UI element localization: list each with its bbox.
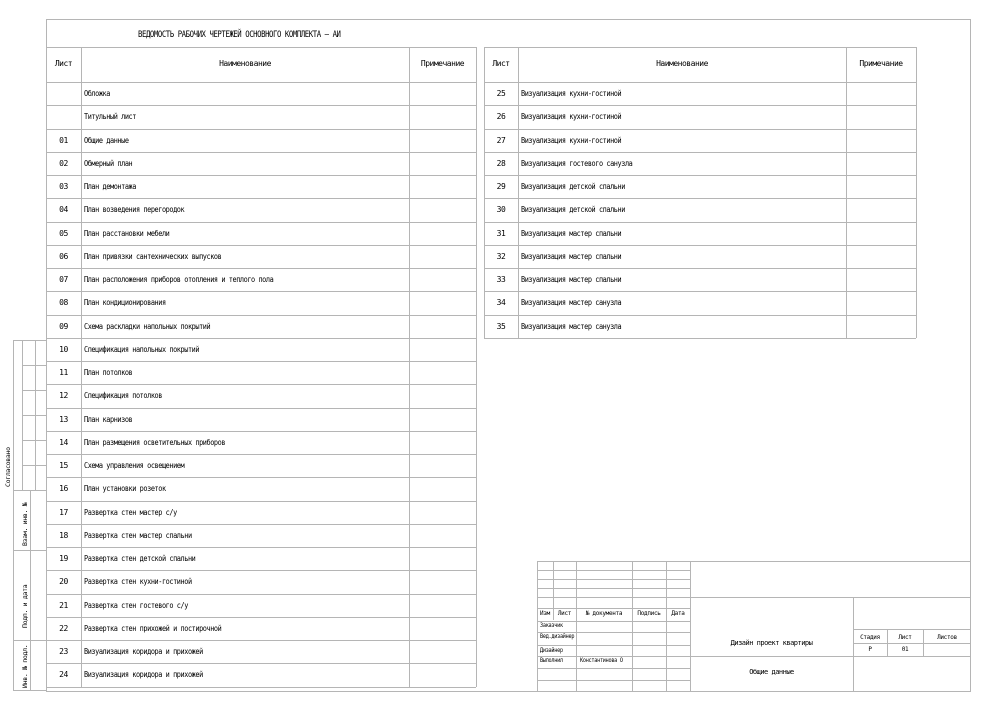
row-sheet-number: 12 bbox=[59, 391, 68, 401]
row-sheet-number: 26 bbox=[496, 112, 506, 122]
table-row-line bbox=[484, 315, 916, 316]
row-sheet-number: 23 bbox=[59, 647, 68, 656]
row-sheet-name: Визуализация мастер спальни bbox=[521, 251, 622, 261]
row-sheet-name: Визуализация мастер спальни bbox=[521, 228, 622, 238]
row-sheet-number: 31 bbox=[496, 228, 506, 238]
header-note: Примечание bbox=[420, 59, 465, 68]
row-sheet-name: План размещения осветительных приборов bbox=[84, 437, 226, 447]
tb-sheet-value: 01 bbox=[901, 646, 909, 653]
header-name: Наименование bbox=[219, 59, 271, 68]
table-row-line bbox=[46, 268, 476, 269]
row-sheet-name: Визуализация мастер санузла bbox=[521, 298, 622, 308]
row-sheet-name: План возведения перегородок bbox=[84, 205, 185, 215]
row-sheet-number: 19 bbox=[59, 554, 68, 563]
row-sheet-number: 27 bbox=[496, 135, 506, 145]
header-sheet: Лист bbox=[54, 59, 73, 68]
table-row-line bbox=[46, 315, 476, 316]
table-row-line bbox=[46, 338, 476, 339]
table-column-line bbox=[409, 47, 410, 687]
row-sheet-number: 02 bbox=[59, 158, 68, 168]
table-border-top bbox=[484, 47, 916, 48]
table-header-line bbox=[484, 82, 916, 83]
row-sheet-name: Визуализация мастер спальни bbox=[521, 275, 622, 284]
row-sheet-name: План демонтажа bbox=[84, 182, 136, 191]
row-sheet-number: 25 bbox=[496, 89, 506, 98]
row-sheet-name: Визуализация детской спальни bbox=[521, 182, 625, 191]
row-sheet-name: План кондиционирования bbox=[84, 298, 166, 308]
tb-performer-name: Константинова О bbox=[580, 657, 623, 664]
row-sheet-name: Развертка стен мастер с/у bbox=[84, 507, 177, 517]
row-sheet-number: 17 bbox=[59, 507, 68, 517]
row-sheet-name: Обложка bbox=[84, 89, 110, 98]
table-row-line bbox=[46, 477, 476, 478]
side-stamp-agreed: Согласовано bbox=[4, 447, 12, 487]
row-sheet-number: 04 bbox=[59, 205, 68, 215]
table-row-line bbox=[484, 129, 916, 130]
row-sheet-number: 32 bbox=[496, 251, 506, 261]
tb-header-doc-no: № документа bbox=[585, 610, 623, 617]
table-row-line bbox=[46, 687, 476, 688]
table-row-line bbox=[484, 268, 916, 269]
row-sheet-name: План потолков bbox=[84, 368, 133, 377]
header-sheet: Лист bbox=[492, 59, 510, 68]
table-column-line bbox=[81, 47, 82, 687]
row-sheet-number: 07 bbox=[59, 275, 68, 284]
table-row-line bbox=[46, 524, 476, 525]
table-row-line bbox=[46, 198, 476, 199]
tb-role-lead-designer: Вед.дизайнер bbox=[540, 633, 575, 640]
table-row-line bbox=[484, 198, 916, 199]
table-row-line bbox=[484, 291, 916, 292]
row-sheet-number: 33 bbox=[496, 275, 506, 284]
row-sheet-number: 13 bbox=[59, 414, 68, 424]
row-sheet-number: 06 bbox=[59, 251, 68, 261]
table-row-line bbox=[46, 384, 476, 385]
tb-sheet-title: Общие данные bbox=[749, 668, 794, 676]
row-sheet-number: 15 bbox=[59, 461, 68, 470]
header-name: Наименование bbox=[656, 59, 708, 68]
table-row-line bbox=[484, 245, 916, 246]
table-row-line bbox=[46, 361, 476, 362]
row-sheet-name: Обмерный план bbox=[84, 158, 133, 168]
row-sheet-name: Спецификация напольных покрытий bbox=[84, 344, 200, 354]
tb-stage-value: Р bbox=[868, 646, 872, 653]
row-sheet-number: 09 bbox=[59, 321, 68, 331]
table-row-line bbox=[484, 175, 916, 176]
tb-header-date: Дата bbox=[671, 610, 685, 617]
table-column-line bbox=[518, 47, 519, 338]
row-sheet-name: План установки розеток bbox=[84, 484, 166, 494]
row-sheet-name: Визуализация кухни-гостиной bbox=[521, 89, 622, 98]
row-sheet-number: 24 bbox=[59, 670, 68, 680]
row-sheet-number: 14 bbox=[59, 437, 68, 447]
table-row-line bbox=[46, 129, 476, 130]
row-sheet-number: 11 bbox=[59, 368, 68, 377]
tb-project-name: Дизайн проект квартиры bbox=[730, 639, 813, 647]
table-column-line bbox=[916, 47, 917, 338]
row-sheet-number: 08 bbox=[59, 298, 68, 308]
table-row-line bbox=[46, 663, 476, 664]
row-sheet-number: 28 bbox=[496, 158, 506, 168]
tb-role-designer: Дизайнер bbox=[540, 647, 563, 654]
table-column-line bbox=[476, 47, 477, 687]
header-note: Примечание bbox=[859, 59, 903, 68]
row-sheet-number: 16 bbox=[59, 484, 68, 494]
tb-sheets-label: Листов bbox=[937, 634, 957, 641]
row-sheet-name: План карнизов bbox=[84, 414, 133, 424]
table-row-line bbox=[46, 408, 476, 409]
row-sheet-number: 03 bbox=[59, 182, 68, 191]
row-sheet-name: Развертка стен кухни-гостиной bbox=[84, 577, 192, 587]
row-sheet-number: 30 bbox=[496, 205, 506, 215]
row-sheet-name: Схема управления освещением bbox=[84, 461, 185, 470]
row-sheet-name: Развертка стен гостевого с/у bbox=[84, 600, 188, 610]
row-sheet-name: План привязки сантехнических выпусков bbox=[84, 251, 222, 261]
tb-header-change: Изм bbox=[540, 610, 550, 617]
row-sheet-number: 22 bbox=[59, 623, 68, 633]
row-sheet-name: Развертка стен детской спальни bbox=[84, 554, 196, 563]
row-sheet-name: Схема раскладки напольных покрытий bbox=[84, 321, 211, 331]
table-row-line bbox=[46, 245, 476, 246]
row-sheet-name: Визуализация коридора и прихожей bbox=[84, 670, 203, 680]
table-row-line bbox=[46, 431, 476, 432]
tb-role-performer: Выполнил bbox=[540, 657, 563, 664]
side-stamp-inv-orig: Инв. № подл. bbox=[21, 644, 29, 688]
row-sheet-number: 10 bbox=[59, 344, 68, 354]
document-title: ВЕДОМОСТЬ РАБОЧИХ ЧЕРТЕЖЕЙ ОСНОВНОГО КОМПЛЕКТА – АИ bbox=[138, 30, 341, 40]
table-row-line bbox=[46, 291, 476, 292]
table-row-line bbox=[484, 338, 916, 339]
table-row-line bbox=[46, 570, 476, 571]
table-row-line bbox=[46, 594, 476, 595]
tb-sheet-label: Лист bbox=[898, 634, 912, 641]
row-sheet-number: 18 bbox=[59, 530, 68, 540]
row-sheet-name: Спецификация потолков bbox=[84, 391, 162, 401]
table-row-line bbox=[46, 105, 476, 106]
row-sheet-name: Визуализация коридора и прихожей bbox=[84, 647, 203, 656]
row-sheet-number: 01 bbox=[59, 135, 68, 145]
table-border-top bbox=[46, 47, 476, 48]
tb-header-sheet: Лист bbox=[557, 610, 572, 617]
row-sheet-number: 20 bbox=[59, 577, 68, 587]
table-row-line bbox=[46, 175, 476, 176]
row-sheet-name: Визуализация детской спальни bbox=[521, 205, 625, 215]
row-sheet-name: Визуализация мастер санузла bbox=[521, 321, 622, 331]
row-sheet-name: Визуализация кухни-гостиной bbox=[521, 135, 622, 145]
table-row-line bbox=[46, 222, 476, 223]
side-stamp-sign-date: Подп. и дата bbox=[21, 584, 29, 628]
row-sheet-name: План расположения приборов отопления и теплого пола bbox=[84, 275, 274, 284]
row-sheet-name: Визуализация кухни-гостиной bbox=[521, 112, 622, 122]
row-sheet-name: Развертка стен мастер спальни bbox=[84, 530, 192, 540]
table-row-line bbox=[46, 454, 476, 455]
tb-role-customer: Заказчик bbox=[540, 622, 563, 629]
table-column-line bbox=[846, 47, 847, 338]
tb-header-signature: Подпись bbox=[637, 610, 661, 617]
table-row-line bbox=[46, 640, 476, 641]
row-sheet-number: 35 bbox=[496, 321, 506, 331]
row-sheet-number: 21 bbox=[59, 600, 68, 610]
row-sheet-number: 34 bbox=[496, 298, 506, 308]
table-row-line bbox=[46, 152, 476, 153]
table-row-line bbox=[46, 617, 476, 618]
row-sheet-name: Общие данные bbox=[84, 135, 129, 145]
table-row-line bbox=[484, 105, 916, 106]
table-row-line bbox=[484, 152, 916, 153]
row-sheet-name: План расстановки мебели bbox=[84, 228, 170, 238]
row-sheet-name: Развертка стен прихожей и постирочной bbox=[84, 623, 222, 633]
side-stamp-replaced-inv: Взам. инв. № bbox=[21, 502, 29, 546]
row-sheet-name: Титульный лист bbox=[84, 112, 136, 122]
row-sheet-number: 29 bbox=[496, 182, 506, 191]
table-row-line bbox=[484, 222, 916, 223]
row-sheet-name: Визуализация гостевого санузла bbox=[521, 158, 633, 168]
row-sheet-number: 05 bbox=[59, 228, 68, 238]
table-row-line bbox=[46, 547, 476, 548]
tb-stage-label: Стадия bbox=[860, 634, 880, 641]
table-row-line bbox=[46, 501, 476, 502]
table-header-line bbox=[46, 82, 476, 83]
